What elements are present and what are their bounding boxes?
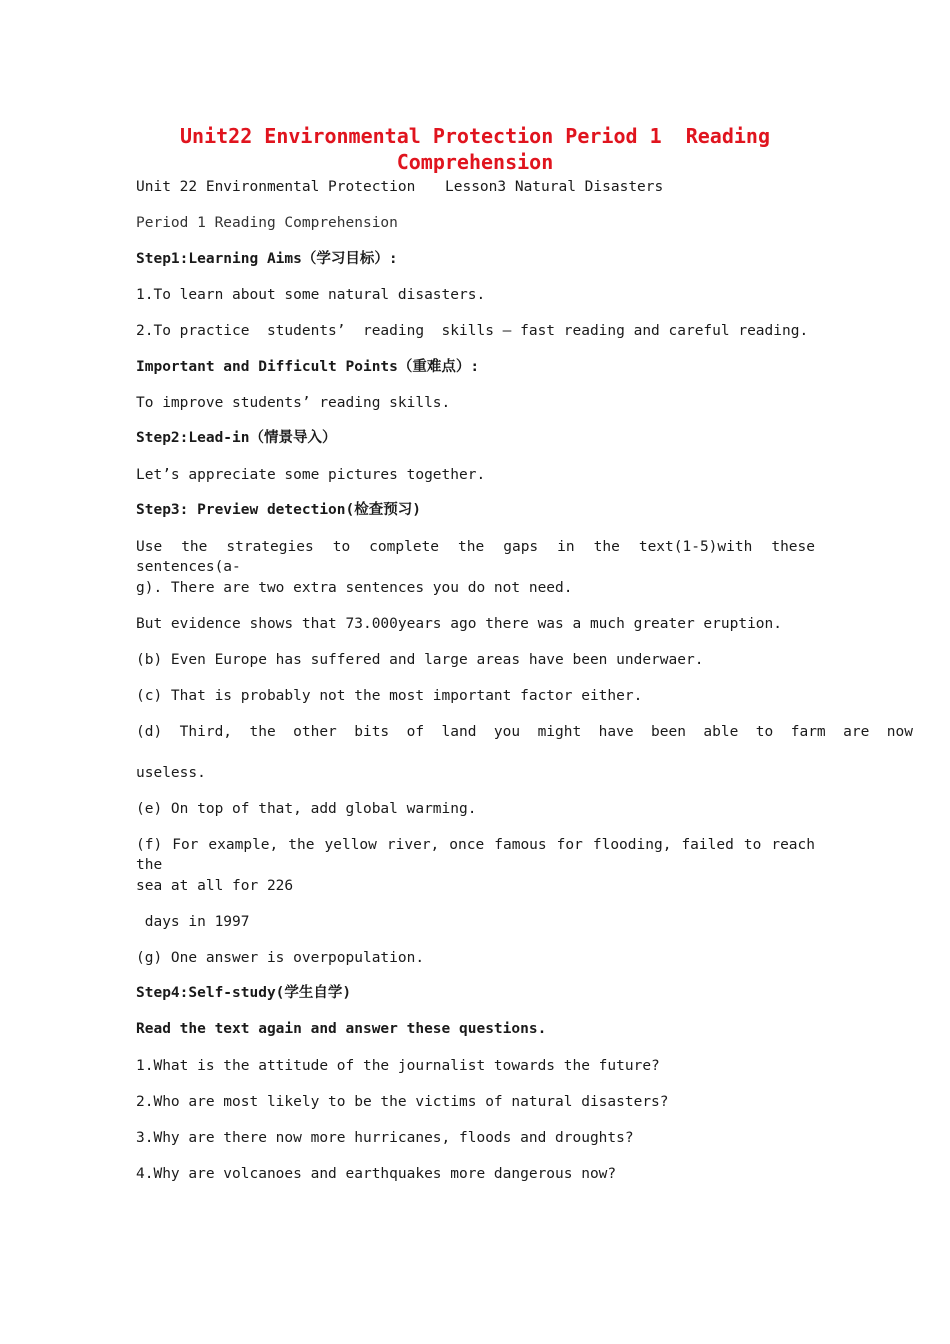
subtitle-unit: Unit 22 Environmental Protection <box>136 179 416 195</box>
step2-heading: Step2:Lead-in（情景导入） <box>136 430 337 446</box>
title-line-1: Unit22 Environmental Protection Period 1 Reading <box>179 124 770 148</box>
sentence-e: (e) On top of that, add global warming. <box>136 801 477 817</box>
question-3: 3.Why are there now more hurricanes, floods and droughts? <box>136 1130 634 1146</box>
sentence-f-line-3: days in 1997 <box>136 914 250 930</box>
aim-2: 2.To practice students’ reading skills — fast reading and careful reading. <box>136 323 809 339</box>
page-title <box>100 123 850 175</box>
sentence-b: (b) Even Europe has suffered and large areas have been underwaer. <box>136 652 704 668</box>
subtitle-line <box>136 177 826 197</box>
step3-heading: Step3: Preview detection(检查预习) <box>136 502 421 518</box>
step3-instruction-1: Use the strategies to complete the gaps in the text(1-5)with these sentences(a- <box>136 539 815 575</box>
points-text: To improve students’ reading skills. <box>136 395 451 411</box>
points-heading: Important and Difficult Points（重难点）: <box>136 359 480 375</box>
aim-1: 1.To learn about some natural disasters. <box>136 287 486 303</box>
step2-text: Let’s appreciate some pictures together. <box>136 467 486 483</box>
title-line-2: Comprehension <box>396 150 554 174</box>
sentence-g: (g) One answer is overpopulation. <box>136 950 425 966</box>
sentence-d-line-1: (d) Third, the other bits of land you might have been able to farm are now <box>136 724 913 740</box>
step1-heading: Step1:Learning Aims（学习目标）: <box>136 251 398 267</box>
period-line: Period 1 Reading Comprehension <box>136 215 398 231</box>
question-2: 2.Who are most likely to be the victims of natural disasters? <box>136 1094 669 1110</box>
step4-heading: Step4:Self-study(学生自学) <box>136 985 352 1001</box>
sentence-a: But evidence shows that 73.000years ago there was a much greater eruption. <box>136 616 783 632</box>
sentence-d-line-2: useless. <box>136 765 206 781</box>
sentence-f-line-1: (f) For example, the yellow river, once famous for flooding, failed to reach the <box>136 837 815 873</box>
question-1: 1.What is the attitude of the journalist towards the future? <box>136 1058 660 1074</box>
sentence-f-line-2: sea at all for 226 <box>136 878 294 894</box>
subtitle-lesson: Lesson3 Natural Disasters <box>445 179 664 195</box>
step3-instruction-2: g). There are two extra sentences you do not need. <box>136 580 573 596</box>
step4-instruction: Read the text again and answer these questions. <box>136 1021 547 1037</box>
question-4: 4.Why are volcanoes and earthquakes more dangerous now? <box>136 1166 617 1182</box>
sentence-c: (c) That is probably not the most important factor either. <box>136 688 643 704</box>
